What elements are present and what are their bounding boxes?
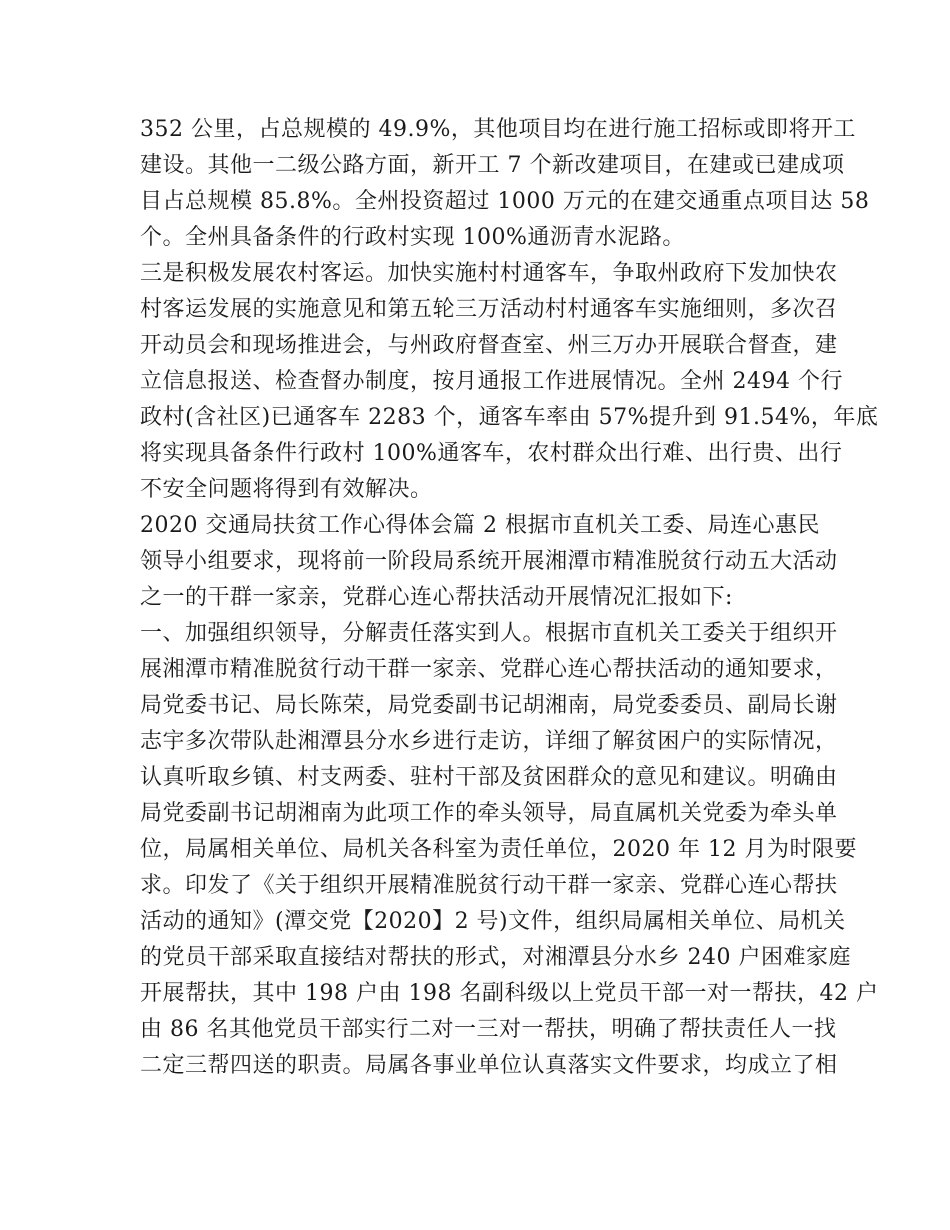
text-line: 政村(含社区)已通客车 2283 个，通客车率由 57%提升到 91.54%，年底 (140, 405, 879, 430)
text-line: 目占总规模 85.8%。全州投资超过 1000 万元的在建交通重点项目达 58 (140, 189, 870, 214)
text-line: 志宇多次带队赴湘潭县分水乡进行走访，详细了解贫困户的实际情况， (140, 729, 838, 754)
text-line: 活动的通知》(潭交党【2020】2 号)文件，组织局属相关单位、局机关 (140, 909, 846, 934)
text-line: 位，局属相关单位、局机关各科室为责任单位，2020 年 12 月为时限要 (140, 837, 857, 862)
text-line: 展湘潭市精准脱贫行动干群一家亲、党群心连心帮扶活动的通知要求， (140, 657, 838, 682)
text-line: 立信息报送、检查督办制度，按月通报工作进展情况。全州 2494 个行 (140, 369, 843, 394)
text-line: 开展帮扶，其中 198 户由 198 名副科级以上党员干部一对一帮扶，42 户 (140, 981, 879, 1006)
text-line: 局党委书记、局长陈荣，局党委副书记胡湘南，局党委委员、副局长谢 (140, 693, 838, 718)
text-line: 求。印发了《关于组织开展精准脱贫行动干群一家亲、党群心连心帮扶 (140, 873, 838, 898)
text-line: 之一的干群一家亲，党群心连心帮扶活动开展情况汇报如下: (140, 585, 733, 610)
text-line: 将实现具备条件行政村 100%通客车，农村群众出行难、出行贵、出行 (140, 441, 843, 466)
text-line: 村客运发展的实施意见和第五轮三万活动村村通客车实施细则，多次召 (140, 297, 838, 322)
text-line: 一、加强组织领导，分解责任落实到人。根据市直机关工委关于组织开 (140, 621, 838, 646)
text-line: 的党员干部采取直接结对帮扶的形式，对湘潭县分水乡 240 户困难家庭 (140, 945, 851, 970)
text-line: 二定三帮四送的职责。局属各事业单位认真落实文件要求，均成立了相 (140, 1053, 838, 1078)
text-line: 建设。其他一二级公路方面，新开工 7 个新改建项目，在建或已建成项 (140, 153, 845, 178)
text-line: 2020 交通局扶贫工作心得体会篇 2 根据市直机关工委、局连心惠民 (140, 513, 820, 538)
text-line: 开动员会和现场推进会，与州政府督查室、州三万办开展联合督查，建 (140, 333, 838, 358)
text-line: 352 公里，占总规模的 49.9%，其他项目均在进行施工招标或即将开工 (140, 117, 856, 142)
text-line: 认真听取乡镇、村支两委、驻村干部及贫困群众的意见和建议。明确由 (140, 765, 838, 790)
text-line: 不安全问题将得到有效解决。 (140, 477, 433, 502)
text-line: 由 86 名其他党员干部实行二对一三对一帮扶，明确了帮扶责任人一找 (140, 1017, 837, 1042)
body-text (140, 112, 879, 1084)
text-line: 领导小组要求，现将前一阶段局系统开展湘潭市精准脱贫行动五大活动 (140, 549, 838, 574)
text-line: 局党委副书记胡湘南为此项工作的牵头领导，局直属机关党委为牵头单 (140, 801, 838, 826)
text-line: 三是积极发展农村客运。加快实施村村通客车，争取州政府下发加快农 (140, 261, 838, 286)
text-line: 个。全州具备条件的行政村实现 100%通沥青水泥路。 (140, 225, 685, 250)
